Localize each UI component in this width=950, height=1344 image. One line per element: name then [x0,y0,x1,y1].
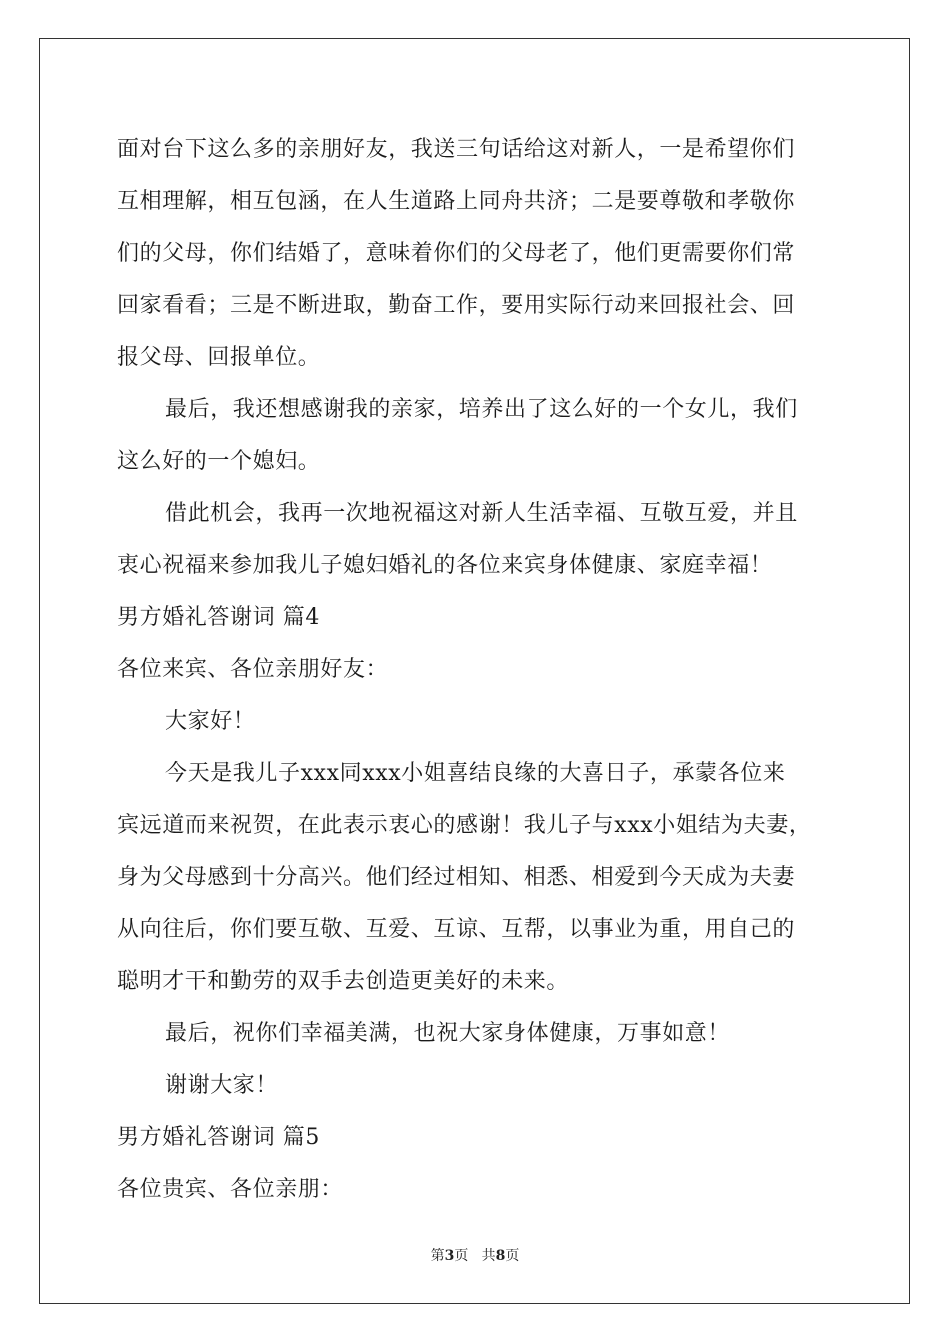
closing-thanks: 谢谢大家！ [165,1073,279,1098]
text-line: 最后，我还想感谢我的亲家，培养出了这么好的一个女儿，我们 [165,397,798,422]
text-line: 借此机会，我再一次地祝福这对新人生活幸福、互敬互爱，并且 [165,501,798,526]
footer-prefix: 第 [430,1248,445,1264]
text-line: 这么好的一个媳妇。 [117,449,321,474]
text-line: 面对台下这么多的亲朋好友，我送三句话给这对新人，一是希望你们 [117,137,796,162]
footer-total-prefix: 共 [481,1248,496,1264]
text-line: 衷心祝福来参加我儿子媳妇婚礼的各位来宾身体健康、家庭幸福！ [117,553,773,578]
text-line: 今天是我儿子xxx同xxx小姐喜结良缘的大喜日子，承蒙各位来 [165,761,786,786]
text-line: 回家看看；三是不断进取，勤奋工作，要用实际行动来回报社会、回 [117,293,796,318]
salutation: 各位来宾、各位亲朋好友： [117,657,389,682]
salutation: 各位贵宾、各位亲朋： [117,1177,344,1202]
text-line: 聪明才干和勤劳的双手去创造更美好的未来。 [117,969,570,994]
document-body [117,124,837,1216]
text-line: 最后，祝你们幸福美满，也祝大家身体健康，万事如意！ [165,1021,731,1046]
footer-total-suffix: 页 [505,1248,520,1264]
text-line: 报父母、回报单位。 [117,345,321,370]
page-total-number: 8 [495,1248,506,1264]
page-footer [0,1245,950,1265]
text-line: 从向往后，你们要互敬、互爱、互谅、互帮，以事业为重，用自己的 [117,917,796,942]
text-line: 宾远道而来祝贺，在此表示衷心的感谢！我儿子与xxx小姐结为夫妻， [117,813,812,838]
text-line: 身为父母感到十分高兴。他们经过相知、相悉、相爱到今天成为夫妻 [117,865,796,890]
text-line: 互相理解，相互包涵，在人生道路上同舟共济；二是要尊敬和孝敬你 [117,189,796,214]
section-heading: 男方婚礼答谢词 篇4 [117,605,320,630]
page-current-number: 3 [444,1248,455,1264]
section-heading: 男方婚礼答谢词 篇5 [117,1125,320,1150]
text-line: 们的父母，你们结婚了，意味着你们的父母老了，他们更需要你们常 [117,241,796,266]
greeting: 大家好！ [165,709,256,734]
footer-page-label: 页 [454,1248,469,1264]
